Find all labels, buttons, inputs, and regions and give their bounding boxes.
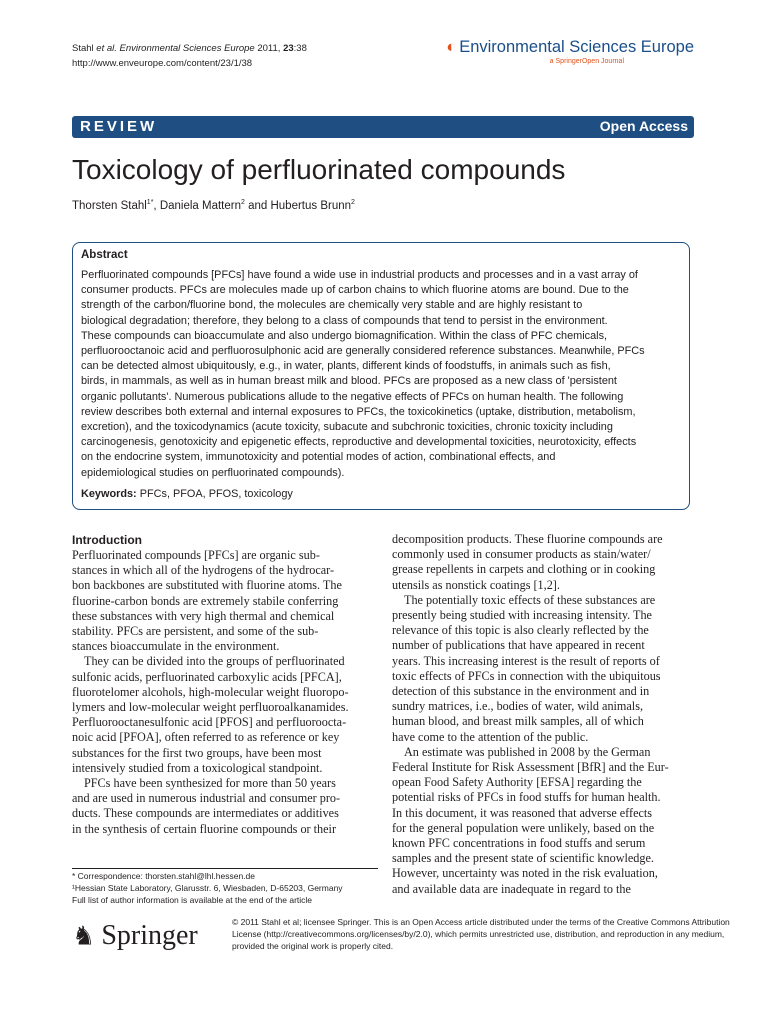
body-text-line: commonly used in consumer products as stain/water/ — [392, 547, 651, 562]
abstract-line: on the endocrine system, immunotoxicity and potential modes of action, combinational effects, and — [81, 451, 556, 464]
section-heading: Introduction — [72, 533, 142, 547]
abstract-line: review describes both external and internal exposures to PFCs, the toxicokinetics (uptake, distribution, metabolism, — [81, 405, 636, 418]
author-name: Daniela Mattern — [159, 199, 241, 212]
body-text-line: sulfonic acids, perfluorinated carboxylic acids [PFCA], — [72, 669, 342, 684]
author-affiliation-mark: 2 — [241, 199, 245, 206]
author-name: Thorsten Stahl — [72, 199, 147, 212]
body-text-line: human blood, and breast milk samples, all of which — [392, 714, 644, 729]
body-text-line: ducts. These compounds are intermediates or additives — [72, 806, 339, 821]
license-text — [232, 916, 730, 952]
citation — [72, 41, 307, 71]
body-text-line: PFCs have been synthesized for more than 50 years — [84, 776, 336, 791]
publisher-name: Springer — [101, 920, 198, 951]
abstract-line: organic pollutants'. Numerous publications allude to the negative effects of PFCs on human health. The following — [81, 390, 624, 403]
body-text-line: An estimate was published in 2008 by the German — [404, 744, 651, 759]
license-line: © 2011 Stahl et al; licensee Springer. This is an Open Access article distributed under the terms of the Creative Commons Attribution — [232, 917, 730, 927]
body-text-line: substances for the first two groups, have been most — [72, 745, 322, 760]
abstract-box — [72, 242, 690, 510]
author-list: Thorsten Stahl$^{1*}$, Daniela Mattern$^2$ and Hubertus Brunn$^2$ — [72, 199, 355, 212]
abstract-line: carcinogenesis, genotoxicity and epigenetic effects, reproductive and developmental toxicities, neurotoxicity, effects — [81, 436, 637, 449]
body-text-line: However, uncertainty was noted in the risk evaluation, — [392, 866, 658, 881]
abstract-line: Perfluorinated compounds [PFCs] have found a wide use in industrial products and processes and in a vast array of — [81, 269, 638, 281]
body-text-line: presently being studied with increasing intensity. The — [392, 608, 652, 623]
body-text-line: toxic effects of PFCs in connection with the ubiquitous — [392, 668, 661, 683]
body-text-line: potential risks of PFCs in food stuffs for human health. — [392, 790, 661, 805]
author-affiliation-mark: 1* — [146, 199, 154, 206]
body-text-line: known PFC concentrations in food stuffs and serum — [392, 836, 646, 851]
citation-line-1: Stahl et al. Environmental Sciences Europe 2011, 23:38 — [72, 43, 307, 54]
body-column-left — [72, 532, 378, 837]
body-text-line: number of publications that have appeared in recent — [392, 638, 645, 653]
abstract-line: perfluorooctanoic acid and perfluorosulphonic acid are generally considered reference substances. Meanwhile, PFCs — [81, 345, 645, 358]
abstract-line: consumer products. PFCs are molecules made up of carbon chains to which fluorine atoms are bound. Due to the — [81, 284, 629, 297]
body-text-line: They can be divided into the groups of perfluorinated — [84, 654, 345, 669]
affiliation-note: ¹Hessian State Laboratory, Glarusstr. 6, Wiesbaden, D-65203, Germany — [72, 883, 343, 893]
body-text-line: samples and the present state of scientific knowledge. — [392, 851, 654, 866]
body-text-line: relevance of this topic is also clearly reflected by the — [392, 623, 649, 638]
correspondence-note: * Correspondence: thorsten.stahl@lhl.hessen.de — [72, 871, 255, 881]
author-info-note: Full list of author information is available at the end of the article — [72, 895, 313, 905]
body-text-line: lymers and low-molecular weight perfluoroalkanamides. — [72, 700, 349, 715]
abstract-line: birds, in mammals, as well as in human breast milk and blood. PFCs are proposed as a new class of 'persistent — [81, 375, 617, 388]
body-text-line: Perfluorooctanesulfonic acid [PFOS] and perfluoroocta- — [72, 715, 347, 730]
body-text-line: detection of this substance in the environment and in — [392, 684, 650, 699]
keywords-list: PFCs, PFOA, PFOS, toxicology — [136, 488, 293, 500]
article-type-label: REVIEW — [80, 118, 158, 135]
journal-subtitle: a SpringerOpen Journal — [549, 58, 624, 65]
author-affiliation-mark: 2 — [351, 199, 355, 206]
body-text-line: intensively studied from a toxicological standpoint. — [72, 760, 323, 775]
abstract-line: can be detected almost ubiquitously, e.g., in water, plants, different kinds of foodstuffs, in animals such as fish, — [81, 360, 611, 373]
body-text-line: utensils as nonstick coatings [1,2]. — [392, 577, 560, 592]
article-type-banner — [72, 116, 694, 138]
springer-horse-icon: ♞ — [72, 920, 96, 951]
publisher-logo — [72, 920, 198, 952]
keywords — [81, 488, 293, 500]
body-text-line: bon backbones are substituted with fluorine atoms. The — [72, 578, 342, 593]
abstract-line: biological degradation; therefore, they belong to a class of compounds that tend to persist in the environment. — [81, 314, 608, 327]
article-url[interactable]: http://www.enveurope.com/content/23/1/38 — [72, 58, 253, 69]
body-text-line: noic acid [PFOA], often referred to as reference or key — [72, 730, 340, 745]
springeropen-icon: ◐ — [446, 38, 457, 56]
author-name: Hubertus Brunn — [270, 199, 352, 212]
abstract-line: These compounds can bioaccumulate and also undergo biomagnification. Within the class of PFC chemicals, — [81, 329, 608, 342]
body-text-line: Perfluorinated compounds [PFCs] are organic sub- — [72, 548, 320, 562]
body-text-line: stability. PFCs are persistent, and some of the sub- — [72, 624, 319, 639]
article-title: Toxicology of perfluorinated compounds — [72, 154, 566, 185]
abstract-line: excretion), and the toxicodynamics (acute toxicity, subacute and subchronic toxicities, chronic toxicity including — [81, 421, 613, 434]
body-text-line: stances in which all of the hydrogens of the hydrocar- — [72, 563, 335, 578]
body-text-line: have come to the attention of the public. — [392, 729, 589, 744]
body-text-line: in the synthesis of certain fluorine compounds or their — [72, 821, 337, 836]
body-text-line: and available data are inadequate in regard to the — [392, 881, 631, 896]
body-text-line: opean Food Safety Authority [EFSA] regarding the — [392, 775, 642, 790]
body-text-line: grease repellents in carpets and clothing or in cooking — [392, 562, 656, 577]
abstract-line: epidemiological studies on perfluorinated compounds). — [81, 466, 345, 479]
body-text-line: and are used in numerous industrial and consumer pro- — [72, 791, 341, 806]
body-text-line: years. This increasing interest is the result of reports of — [392, 653, 660, 668]
body-text-line: decomposition products. These fluorine compounds are — [392, 532, 663, 546]
body-text-line: Federal Institute for Risk Assessment [BfR] and the Eur- — [392, 760, 669, 775]
body-text-line: these substances with very high thermal and chemical — [72, 608, 335, 623]
body-text-line: In this document, it was reasoned that adverse effects — [392, 805, 653, 820]
abstract-text — [81, 268, 645, 481]
license-line: provided the original work is properly cited. — [232, 941, 394, 951]
abstract-heading: Abstract — [81, 249, 128, 261]
open-access-label: Open Access — [599, 118, 688, 134]
abstract-line: strength of the carbon/fluorine bond, the molecules are chemically very stable and are highly resistant to — [81, 299, 583, 312]
body-text-line: fluorotelomer alcohols, high-molecular weight fluoropo- — [72, 684, 349, 699]
keywords-label: Keywords: — [81, 488, 137, 500]
footnotes — [72, 870, 343, 906]
journal-name: Environmental Sciences Europe — [459, 38, 694, 56]
body-column-right — [392, 532, 698, 897]
body-text-line: stances bioaccumulate in the environment. — [72, 639, 280, 654]
journal-brand — [446, 38, 694, 67]
license-line: License (http://creativecommons.org/licenses/by/2.0), which permits unrestricted use, distribution, and reproduction in any medium, — [232, 929, 725, 939]
body-text-line: The potentially toxic effects of these substances are — [404, 592, 656, 607]
body-text-line: fluorine-carbon bonds are extremely stabile conferring — [72, 593, 339, 608]
body-text-line: sundry matrices, i.e., bodies of water, wild animals, — [392, 699, 643, 714]
footnote-divider — [72, 868, 378, 869]
body-text-line: for the general population were unlikely, based on the — [392, 820, 655, 835]
